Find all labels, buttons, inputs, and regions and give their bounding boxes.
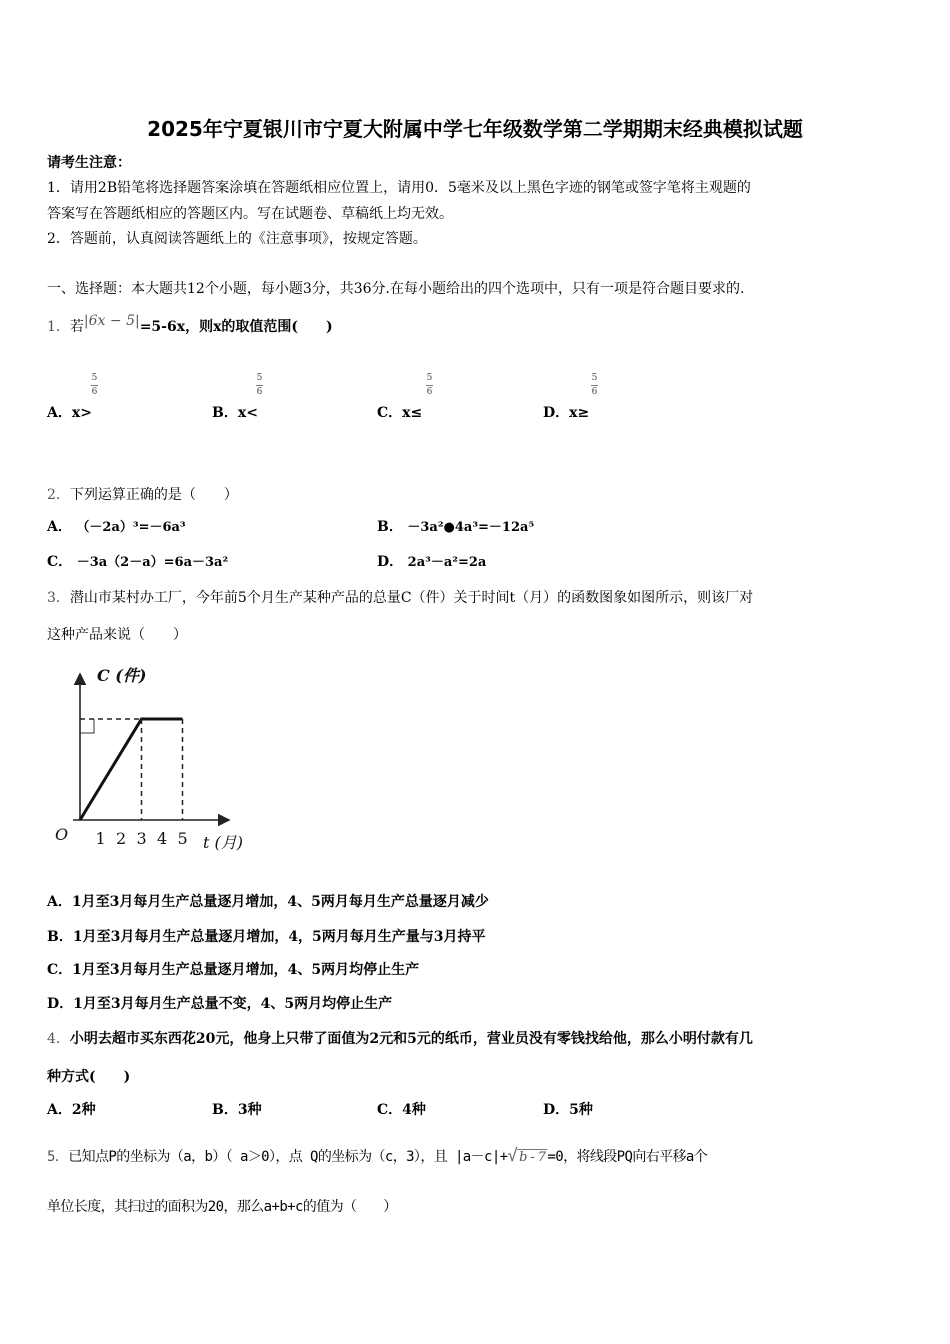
option-text: 2a³－a²=2a bbox=[407, 555, 487, 570]
q3-line-2: 这种产品来说（ ） bbox=[47, 627, 187, 643]
q5-line-1 bbox=[47, 1146, 707, 1166]
x-tick-label: 4 bbox=[157, 829, 168, 848]
q1-expression: |6x − 5| bbox=[83, 313, 140, 329]
q1-fraction-d bbox=[591, 372, 598, 399]
q1-number: 1． bbox=[47, 319, 70, 335]
q1-fraction-a bbox=[91, 372, 98, 399]
q4-stem: 小明去超市买东西花20元，他身上只带了面值为2元和5元的纸币，营业员没有零钱找给他，那么小明付款有几 bbox=[69, 1031, 753, 1047]
q5-line-2: 单位长度，其扫过的面积为20，那么a+b+c的值为（ ） bbox=[47, 1199, 397, 1215]
fraction-denominator: 6 bbox=[426, 387, 433, 397]
notice-line-2: 答案写在答题纸相应的答题区内。写在试题卷、草稿纸上均无效。 bbox=[47, 206, 453, 222]
q3-option-b[interactable]: B．1月至3月每月生产总量逐月增加，4，5两月每月生产量与3月持平 bbox=[47, 929, 486, 945]
fraction-denominator: 6 bbox=[256, 387, 263, 397]
option-text: 2种 bbox=[71, 1102, 96, 1118]
notice-line-1: 1．请用2B铅笔将选择题答案涂填在答题纸相应位置上，请用0．5毫米及以上黑色字迹的钢笔或签字笔将主观题的 bbox=[47, 180, 751, 196]
x-tick-label: 5 bbox=[177, 829, 188, 848]
option-text: x≤ bbox=[402, 405, 423, 421]
x-tick-label: 2 bbox=[116, 829, 127, 848]
q2-number: 2． bbox=[47, 487, 70, 503]
option-text: 5种 bbox=[569, 1102, 593, 1118]
origin-label: O bbox=[55, 825, 69, 844]
option-text: x< bbox=[237, 405, 258, 421]
q2-option-d[interactable] bbox=[377, 551, 486, 571]
series-line bbox=[80, 719, 183, 820]
q1-option-d[interactable] bbox=[543, 402, 589, 422]
option-label: D． bbox=[543, 405, 570, 421]
q4-option-a[interactable] bbox=[47, 1099, 96, 1119]
option-label: C． bbox=[377, 405, 403, 421]
q5-stem-pre: 已知点P的坐标为（a，b）（ a＞0），点 Q的坐标为（c，3），且 |a－c|+ bbox=[68, 1149, 508, 1165]
question-1 bbox=[47, 313, 333, 336]
option-label: C． bbox=[377, 1102, 403, 1118]
q3-number: 3． bbox=[47, 590, 70, 606]
q2-stem: 下列运算正确的是（ ） bbox=[69, 487, 238, 503]
option-label: D． bbox=[543, 1102, 570, 1118]
q3-option-a[interactable]: A．1月至3月每月生产总量逐月增加，4、5两月每月生产总量逐月减少 bbox=[47, 894, 489, 910]
q2-option-c[interactable] bbox=[47, 551, 228, 571]
x-tick-label: 1 bbox=[95, 829, 106, 848]
q1-fraction-b bbox=[256, 372, 263, 399]
q4-line-1 bbox=[47, 1028, 753, 1048]
q1-pre: 若 bbox=[69, 319, 84, 335]
option-text: －3a²●4a³=－12a⁵ bbox=[407, 520, 535, 535]
option-label: A． bbox=[47, 405, 72, 421]
x-tick-label: 3 bbox=[136, 829, 147, 848]
q4-option-b[interactable] bbox=[212, 1099, 262, 1119]
option-label: B． bbox=[377, 519, 403, 535]
q4-number: 4． bbox=[47, 1031, 70, 1047]
fraction-denominator: 6 bbox=[591, 387, 598, 397]
q5-stem-post: =0，将线段PQ向右平移a个 bbox=[547, 1149, 708, 1165]
option-text: x≥ bbox=[569, 405, 590, 421]
fraction-denominator: 6 bbox=[91, 387, 98, 397]
section-heading: 一、选择题：本大题共12个小题，每小题3分，共36分.在每小题给出的四个选项中，只有一项是符合题目要求的. bbox=[47, 281, 745, 297]
notice-line-3: 2．答题前，认真阅读答题纸上的《注意事项》，按规定答题。 bbox=[47, 231, 427, 247]
q4-option-c[interactable] bbox=[377, 1099, 426, 1119]
q1-fraction-c bbox=[426, 372, 433, 399]
q3-option-d[interactable]: D．1月至3月每月生产总量不变，4、5两月均停止生产 bbox=[47, 996, 393, 1012]
x-tick-labels bbox=[96, 829, 188, 848]
option-text: （－2a）³=－6a³ bbox=[76, 520, 186, 535]
q1-option-a[interactable] bbox=[47, 402, 92, 422]
q3-line-1 bbox=[47, 587, 753, 607]
q4-line-2: 种方式( ) bbox=[47, 1069, 131, 1085]
q5-sqrt-expression: b - 7 bbox=[519, 1150, 546, 1165]
q1-option-b[interactable] bbox=[212, 402, 258, 422]
chart-marks bbox=[80, 719, 183, 820]
option-label: B． bbox=[212, 1102, 238, 1118]
option-label: C． bbox=[47, 554, 73, 570]
q3-stem: 潜山市某村办工厂，今年前5个月生产某种产品的总量C（件）关于时间t（月）的函数图象如图所示，则该厂对 bbox=[69, 590, 754, 606]
fraction-numerator: 5 bbox=[591, 373, 598, 383]
q3-option-c[interactable]: C．1月至3月每月生产总量逐月增加，4、5两月均停止生产 bbox=[47, 962, 420, 978]
option-label: B． bbox=[212, 405, 238, 421]
q2-option-a[interactable] bbox=[47, 516, 186, 536]
option-label: D． bbox=[377, 554, 404, 570]
fraction-numerator: 5 bbox=[91, 373, 98, 383]
q2-option-b[interactable] bbox=[377, 516, 534, 536]
question-2 bbox=[47, 484, 238, 504]
page-title: 2025年宁夏银川市宁夏大附属中学七年级数学第二学期期末经典模拟试题 bbox=[147, 117, 803, 141]
q5-number: 5． bbox=[47, 1149, 69, 1165]
option-label: A． bbox=[47, 519, 72, 535]
fraction-numerator: 5 bbox=[426, 373, 433, 383]
option-text: －3a（2－a）=6a－3a² bbox=[76, 555, 229, 570]
option-text: 3种 bbox=[237, 1102, 262, 1118]
option-label: A． bbox=[47, 1102, 72, 1118]
q3-chart bbox=[45, 660, 260, 860]
q1-option-c[interactable] bbox=[377, 402, 422, 422]
q1-post: =5-6x，则x的取值范围( ) bbox=[139, 319, 333, 335]
sqrt-sign-icon: √ bbox=[507, 1146, 518, 1166]
notice-heading: 请考生注意： bbox=[47, 155, 131, 171]
option-text: 4种 bbox=[402, 1102, 426, 1118]
y-axis-label: C (件) bbox=[97, 666, 147, 685]
x-axis-label: t (月) bbox=[203, 833, 244, 852]
right-angle-mark bbox=[80, 719, 94, 733]
q5-sqrt bbox=[508, 1146, 548, 1166]
option-text: x> bbox=[71, 405, 92, 421]
fraction-numerator: 5 bbox=[256, 373, 263, 383]
q4-option-d[interactable] bbox=[543, 1099, 593, 1119]
